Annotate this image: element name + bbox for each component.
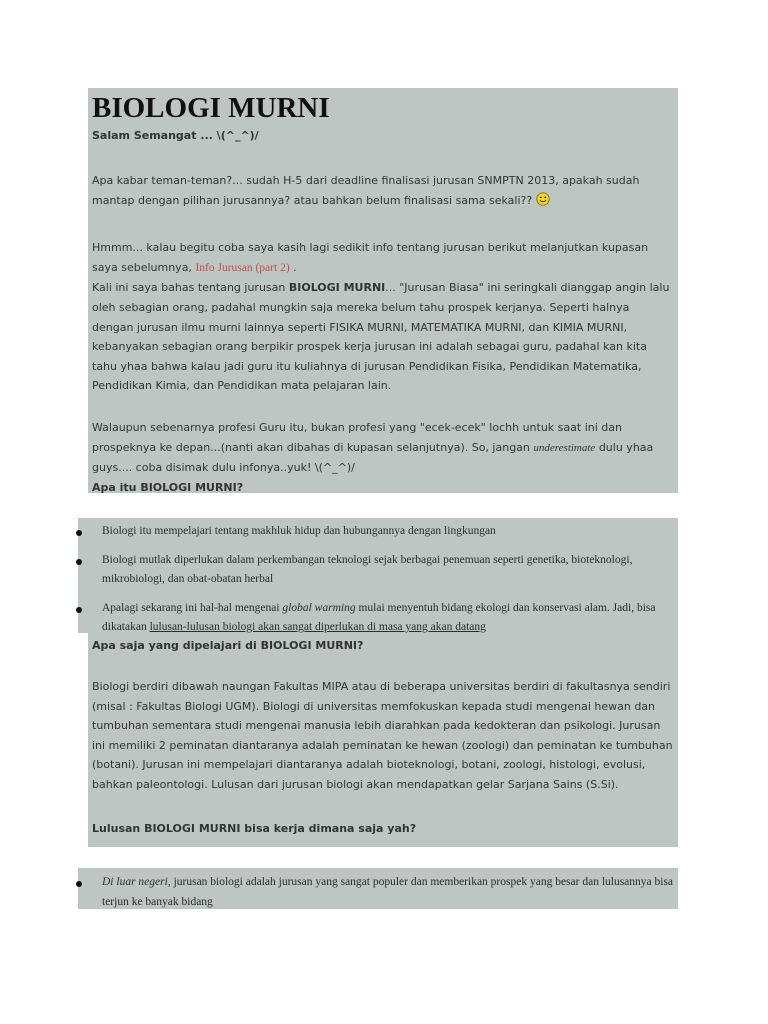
section-heading-lulusan: Lulusan BIOLOGI MURNI bisa kerja dimana saja yah?: [92, 821, 417, 835]
section-heading-apa-itu: Apa itu BIOLOGI MURNI?: [92, 480, 244, 494]
page-title: BIOLOGI MURNI: [92, 92, 330, 124]
info-jurusan-link[interactable]: Info Jurusan (part 2): [195, 261, 290, 274]
intro-block: [88, 88, 678, 493]
section-heading-dipelajari: Apa saja yang dipelajari di BIOLOGI MURNI?: [92, 639, 364, 652]
intro-paragraph-3: Kali ini saya bahas tentang jurusan BIOLOGI MURNI... "Jurusan Biasa" ini seringkali dianggap angin lalu oleh sebagian orang, padahal mungkin saja mereka belum tahu prospek kerjanya. Seperti halnya dengan jurusan ilmu murni lainnya seperti FISIKA MURNI, MATEMATIKA MURNI, dan KIMIA MURNI, kebanyakan sebagian orang berpikir prospek kerja jurusan ini adalah sebagai guru, padahal kan kita tahu yhaa bahwa kalau jadi guru itu kuliahnya di jurusan Pendidikan Fisika, Pendidikan Matematika, Pendidikan Kimia, dan Pendidikan mata pelajaran lain.: [92, 281, 670, 393]
study-block: [88, 633, 678, 847]
study-paragraph: Biologi berdiri dibawah naungan Fakultas MIPA atau di beberapa universitas berdiri di fakultasnya sendiri (misal : Fakultas Biologi UGM). Biologi di universitas memfokuskan kepada studi mengenai hewan dan tumbuhan sementara studi mengenai manusia lebih diarahkan pada kedokteran dan psikologi. Jurusan ini memiliki 2 peminatan diantaranya adalah peminatan ke hewan (zoologi) dan peminatan ke tumbuhan (botani). Jurusan ini mempelajari diantaranya adalah bioteknologi, botani, zoologi, histologi, evolusi, bahkan paleontologi. Lulusan dari jurusan biologi akan mendapatkan gelar Sarjana Sains (S.Si).: [92, 680, 673, 791]
bullet-block-1: [78, 518, 678, 633]
intro-paragraph-4: Walaupun sebenarnya profesi Guru itu, bukan profesi yang "ecek-ecek" lochh untuk saat ini dan prospeknya ke depan...(nanti akan dibahas di kupasan selanjutnya). So, jangan underestimate dulu yhaa guys.... coba disimak dulu infonya..yuk! \(^_^)/: [92, 420, 654, 475]
intro-paragraph-1: Apa kabar teman-teman?... sudah H-5 dari deadline finalisasi jurusan SNMPTN 2013, apakah sudah mantap dengan pilihan jurusannya? atau bahkan belum finalisasi sama sekali??: [92, 171, 674, 212]
list-item: Apalagi sekarang ini hal-hal mengenai global warming mulai menyentuh bidang ekologi dan konservasi alam. Jadi, bisa dikatakan lulusan-lulusan biologi akan sangat diperlukan di masa yang akan datang: [78, 599, 674, 638]
greeting: Salam Semangat ... \(^_^)/: [92, 129, 259, 142]
smiley-icon: [536, 192, 550, 213]
list-item: Biologi mutlak diperlukan dalam perkembangan teknologi sejak berbagai penemuan seperti genetika, bioteknologi, mikrobiologi, dan obat-obatan herbal: [78, 551, 674, 590]
bullet-block-2: [78, 868, 678, 909]
list-item: Biologi itu mempelajari tentang makhluk hidup dan hubungannya dengan lingkungan: [78, 522, 674, 542]
list-item: Di luar negeri, jurusan biologi adalah jurusan yang sangat populer dan memberikan prospek yang besar dan lulusannya bisa terjun ke banyak bidang: [78, 873, 674, 912]
intro-paragraph-2: Hmmm... kalau begitu coba saya kasih lagi sedikit info tentang jurusan berikut melanjutkan kupasan saya sebelumnya, Info Jurusan (part 2) .: [92, 241, 649, 274]
